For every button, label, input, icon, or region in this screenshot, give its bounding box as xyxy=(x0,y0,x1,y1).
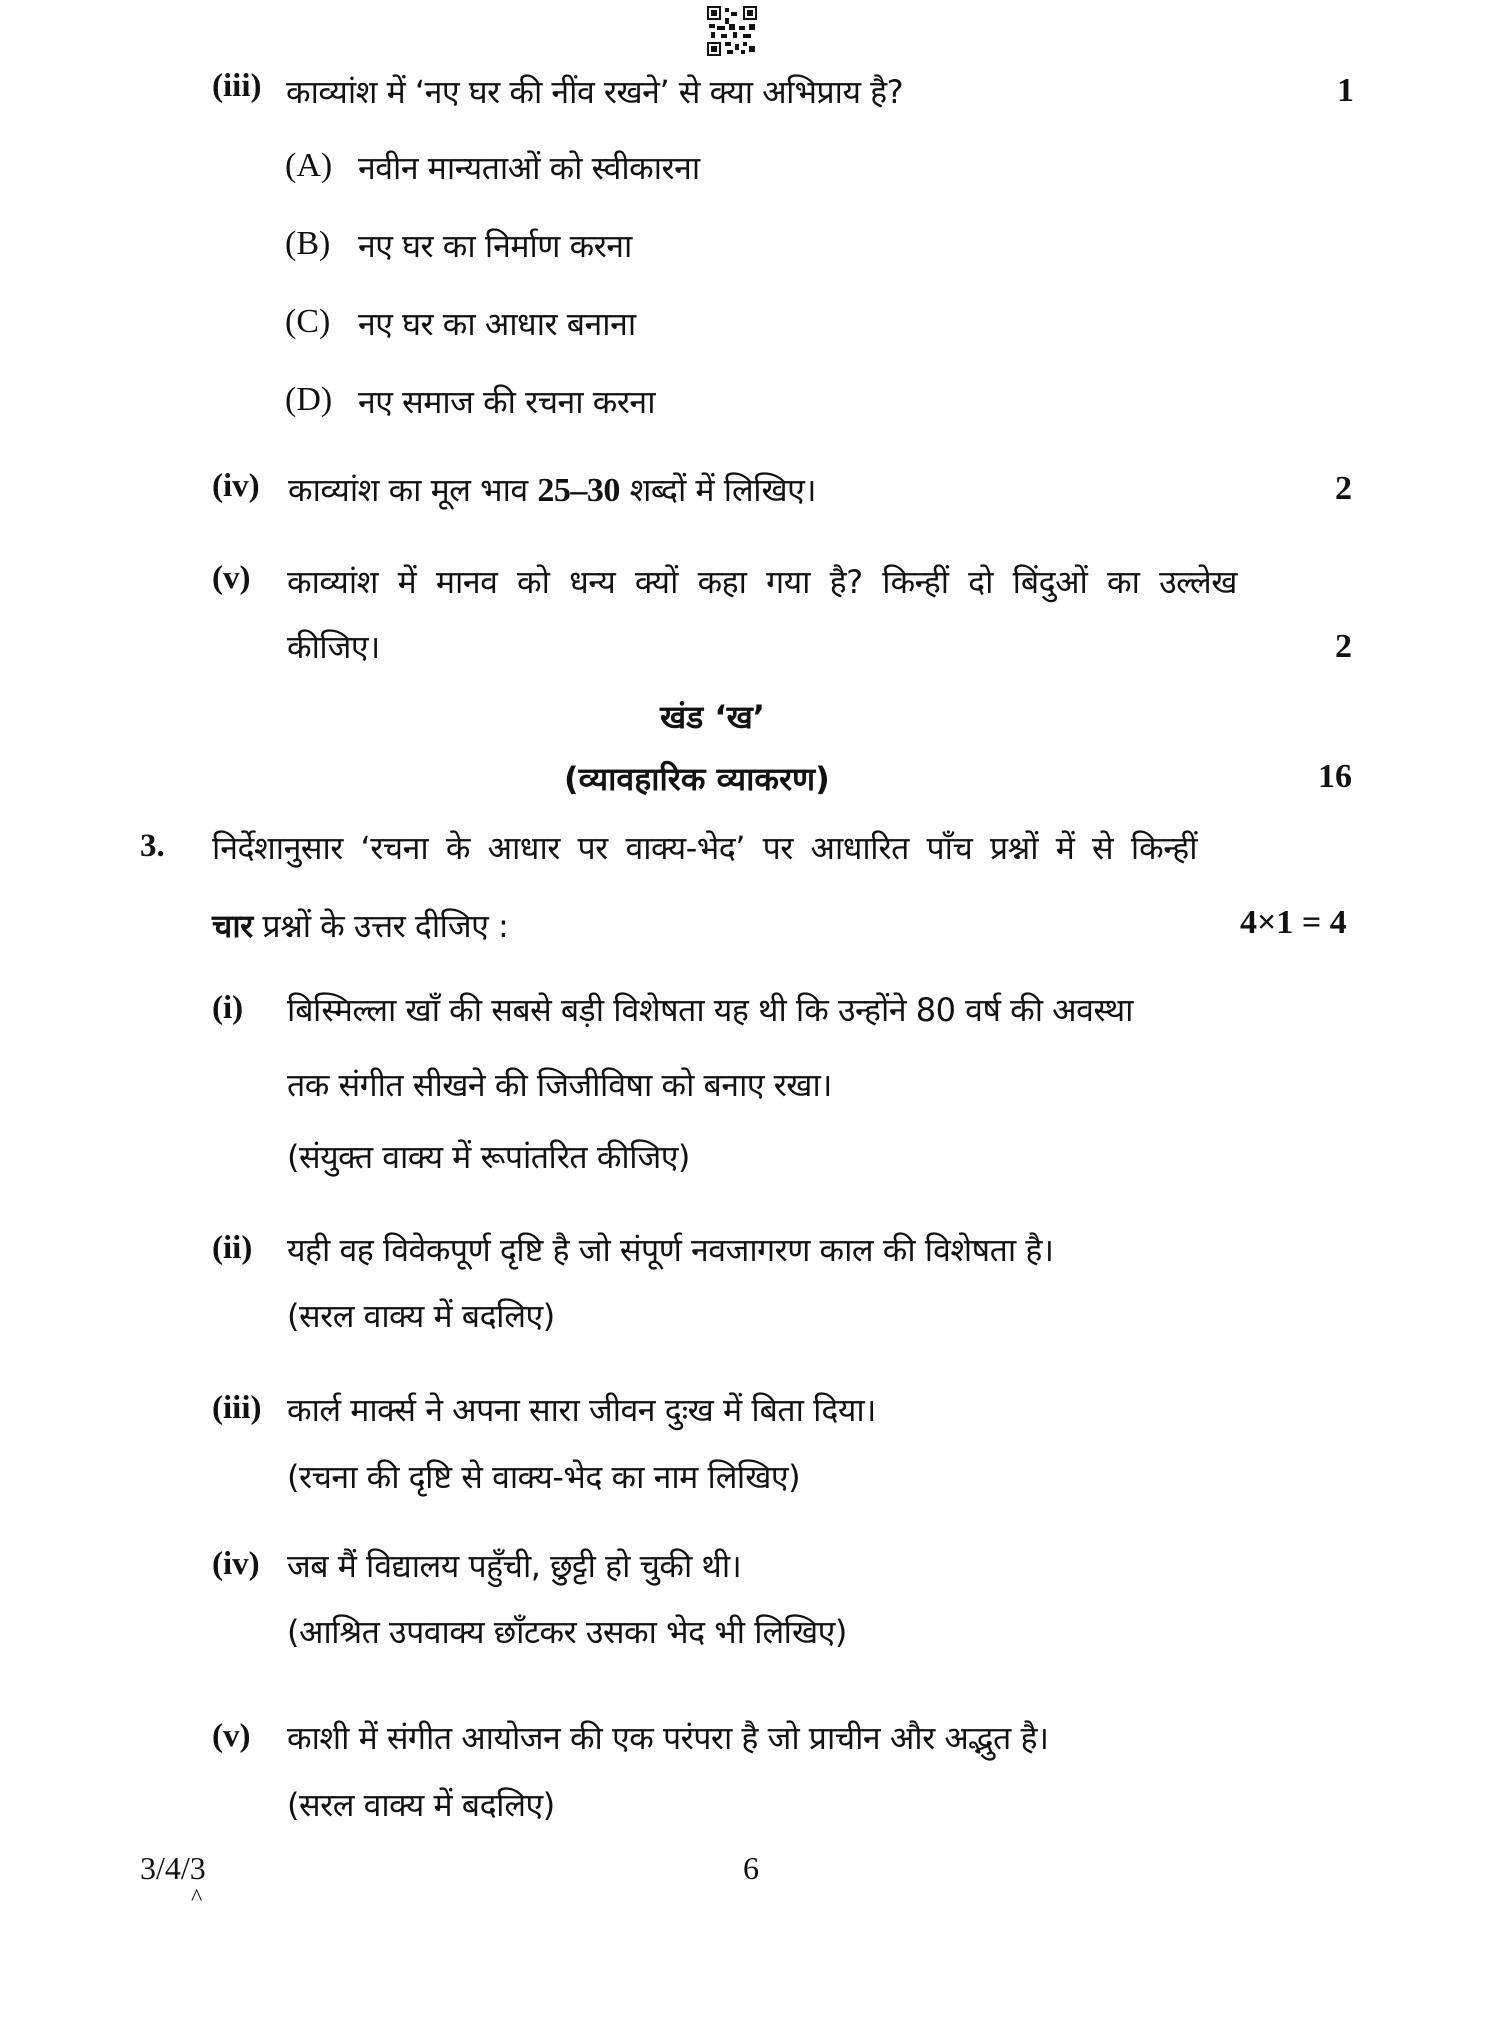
question-label: (iv) xyxy=(212,468,260,504)
option-label-b: (B) xyxy=(285,225,331,262)
paper-code-mark: ^ xyxy=(191,1885,203,1911)
question-label: (v) xyxy=(212,560,251,596)
question-text: काव्यांश में ‘नए घर की नींव रखने’ से क्या अभिप्राय है? xyxy=(286,73,904,111)
option-label-c: (C) xyxy=(285,303,331,340)
section-subtitle: (व्यावहारिक व्याकरण) xyxy=(564,760,830,798)
marks: 1 xyxy=(1337,72,1354,109)
marks: 2 xyxy=(1335,470,1352,507)
qr-code-icon xyxy=(707,6,757,56)
part-instruction: (संयुक्त वाक्य में रूपांतरित कीजिए) xyxy=(287,1138,690,1176)
marks: 2 xyxy=(1335,628,1352,665)
question-label: (iii) xyxy=(212,68,262,104)
option-label-a: (A) xyxy=(285,147,333,184)
part-text-line1: जब मैं विद्यालय पहुँची, छुट्टी हो चुकी थी। xyxy=(287,1547,742,1585)
part-instruction: (सरल वाक्य में बदलिए) xyxy=(287,1297,555,1335)
paper-code: 3/4/3 xyxy=(140,1850,206,1886)
question-text: काव्यांश का मूल भाव 25–30 शब्दों में लिखिए। xyxy=(288,471,817,509)
part-label: (i) xyxy=(212,990,244,1026)
part-instruction: (रचना की दृष्टि से वाक्य-भेद का नाम लिखिए) xyxy=(287,1458,801,1496)
option-text-c: नए घर का आधार बनाना xyxy=(358,305,636,343)
part-text-line2: तक संगीत सीखने की जिजीविषा को बनाए रखा। xyxy=(287,1066,832,1104)
section-marks: 16 xyxy=(1318,758,1352,795)
page-number: 6 xyxy=(743,1850,759,1886)
part-text-line1: यही वह विवेकपूर्ण दृष्टि है जो संपूर्ण नवजागरण काल की विशेषता है। xyxy=(287,1231,1054,1269)
question-number: 3. xyxy=(140,828,165,864)
section-title: खंड ‘ख’ xyxy=(660,698,765,736)
part-instruction: (आश्रित उपवाक्य छाँटकर उसका भेद भी लिखिए) xyxy=(287,1613,847,1651)
part-label: (v) xyxy=(212,1718,251,1754)
marks: 4×1 = 4 xyxy=(1240,904,1347,941)
question-text-line2: चार प्रश्नों के उत्तर दीजिए : xyxy=(212,907,509,945)
option-label-d: (D) xyxy=(285,381,333,418)
question-text-line1: काव्यांश में मानव को धन्य क्यों कहा गया है? किन्हीं दो बिंदुओं का उल्लेख xyxy=(287,563,1237,601)
part-label: (iv) xyxy=(212,1546,260,1582)
part-text-line1: कार्ल मार्क्स ने अपना सारा जीवन दुःख में बिता दिया। xyxy=(287,1391,876,1429)
question-text-line2: कीजिए। xyxy=(287,628,380,666)
part-label: (iii) xyxy=(212,1390,262,1426)
option-text-d: नए समाज की रचना करना xyxy=(358,383,655,421)
option-text-a: नवीन मान्यताओं को स्वीकारना xyxy=(358,149,700,187)
part-instruction: (सरल वाक्य में बदलिए) xyxy=(287,1786,555,1824)
part-label: (ii) xyxy=(212,1230,253,1266)
option-text-b: नए घर का निर्माण करना xyxy=(358,227,632,265)
question-text-line1: निर्देशानुसार ‘रचना के आधार पर वाक्य-भेद’ पर आधारित पाँच प्रश्नों में से किन्हीं xyxy=(212,829,1198,867)
part-text-line1: काशी में संगीत आयोजन की एक परंपरा है जो प्राचीन और अद्भुत है। xyxy=(287,1719,1049,1757)
part-text-line1: बिस्मिल्ला खाँ की सबसे बड़ी विशेषता यह थी कि उन्होंने 80 वर्ष की अवस्था xyxy=(287,991,1133,1029)
